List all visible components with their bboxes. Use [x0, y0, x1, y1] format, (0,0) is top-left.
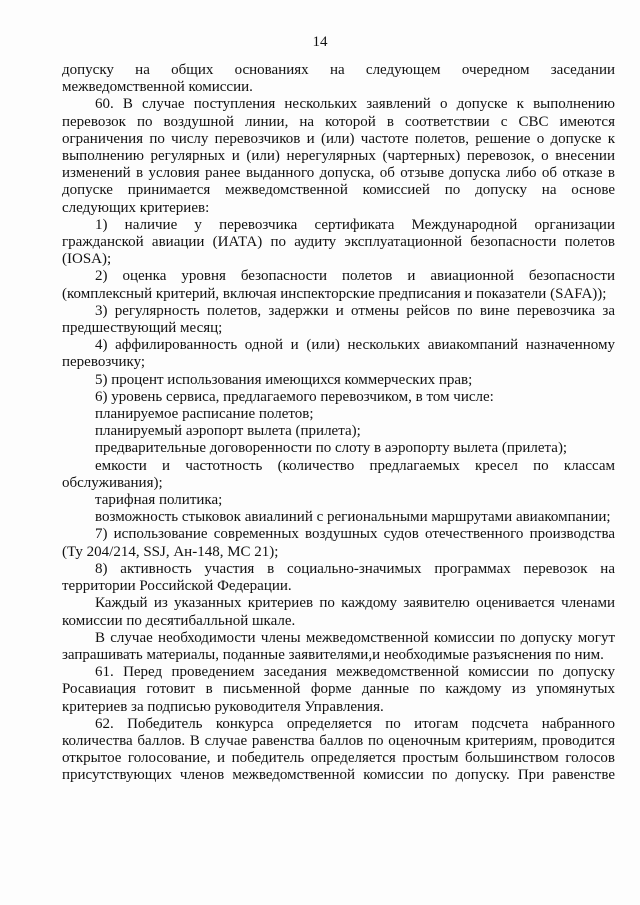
- paragraph: 5) процент использования имеющихся коммерческих прав;: [95, 371, 473, 388]
- document-body: [62, 62, 615, 785]
- paragraph: 8) активность участия в социально-значимых программах перевозок на территории Российской Федерации.: [62, 560, 615, 595]
- paragraph: 1) наличие у перевозчика сертификата Международной организации гражданской авиации (ИАТА) по аудиту эксплуатационной безопасности полетов (IOSA);: [62, 216, 615, 268]
- paragraph: 3) регулярность полетов, задержки и отмены рейсов по вине перевозчика за предшествующий месяц;: [62, 302, 615, 337]
- paragraph: 62. Победитель конкурса определяется по итогам подсчета набранного количества баллов. В случае равенства баллов по оценочным критериям, проводится открытое голосование, и победитель определяется простым большинством голосов присутствующих членов межведомственной комиссии по допуску. При равенстве: [62, 715, 615, 784]
- paragraph: 4) аффилированность одной и (или) нескольких авиакомпаний назначенному перевозчику;: [62, 337, 615, 371]
- paragraph: 7) использование современных воздушных судов отечественного производства (Ту 204/214, SSJ, Ан-148, МС 21);: [62, 526, 615, 560]
- paragraph: 2) оценка уровня безопасности полетов и авиационной безопасности (комплексный критерий, включая инспекторские предписания и показатели (SAFA));: [62, 268, 615, 302]
- paragraph: межведомственной комиссии.: [62, 79, 253, 96]
- paragraph: тарифная политика;: [95, 492, 223, 509]
- paragraph: Каждый из указанных критериев по каждому заявителю оценивается членами комиссии по десятибалльной шкале.: [62, 595, 615, 629]
- paragraph: емкости и частотность (количество предлагаемых кресел по классам обслуживания);: [62, 457, 615, 491]
- page-number: 14: [312, 34, 328, 50]
- paragraph: 61. Перед проведением заседания межведомственной комиссии по допуску Росавиация готовит в письменной форме данные по каждому из упомянутых критериев за подписью руководителя Управления.: [62, 664, 615, 715]
- paragraph: 6) уровень сервиса, предлагаемого перевозчиком, в том числе:: [95, 388, 494, 405]
- paragraph: возможность стыковок авиалиний с региональными маршрутами авиакомпании;: [95, 509, 611, 526]
- paragraph: В случае необходимости члены межведомственной комиссии по допуску могут запрашивать материалы, поданные заявителями,и необходимые разъяснения по ним.: [62, 629, 615, 663]
- paragraph: допуску на общих основаниях на следующем очередном заседании: [62, 62, 615, 78]
- paragraph: предварительные договоренности по слоту в аэропорту вылета (прилета);: [95, 440, 568, 457]
- paragraph: планируемый аэропорт вылета (прилета);: [95, 423, 361, 440]
- paragraph: 60. В случае поступления нескольких заявлений о допуске к выполнению перевозок по воздушной линии, на которой в соответствии с СВС имеются ограничения по числу перевозчиков и (или) частоте полетов, решение о допуске к выполнению регулярных и (или) нерегулярных (чартерных) перевозок, о внесении изменений в условия ранее выданного допуска, об отзыве допуска либо об отказе в допуске принимается межведомственной комиссией по допуску на основе следующих критериев:: [62, 96, 615, 216]
- paragraph: планируемое расписание полетов;: [95, 406, 314, 423]
